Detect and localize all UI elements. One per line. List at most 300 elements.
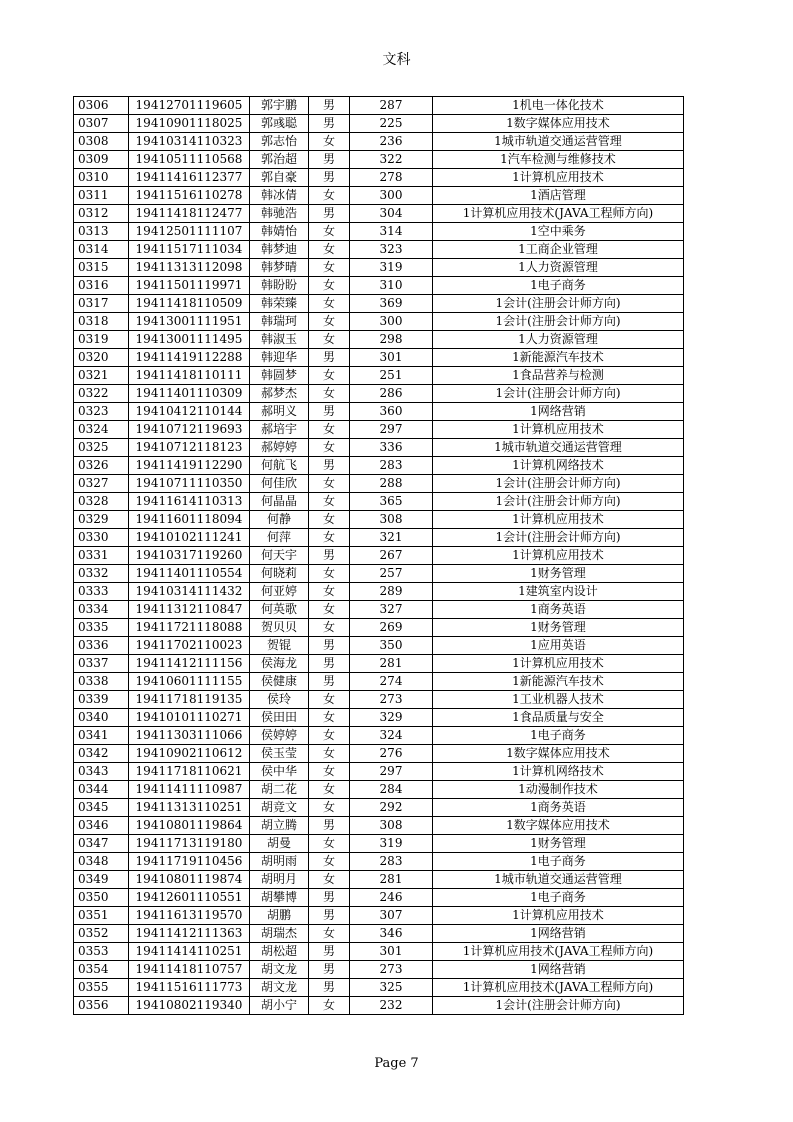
student-name-cell: 韩圆梦 [250, 367, 309, 385]
score-cell: 308 [350, 511, 433, 529]
score-cell: 274 [350, 673, 433, 691]
student-name-cell: 胡攀博 [250, 889, 309, 907]
student-name-cell: 胡文龙 [250, 961, 309, 979]
student-name-cell: 何英歌 [250, 601, 309, 619]
student-name-cell: 侯玉莹 [250, 745, 309, 763]
table-row [74, 439, 684, 457]
score-cell: 281 [350, 655, 433, 673]
serial-number-cell: 0337 [74, 655, 129, 673]
major-cell: 1机电一体化技术 [433, 97, 684, 115]
gender-cell: 男 [309, 151, 350, 169]
serial-number-cell: 0351 [74, 907, 129, 925]
student-name-cell: 韩冰倩 [250, 187, 309, 205]
serial-number-cell: 0344 [74, 781, 129, 799]
student-name-cell: 郭志怡 [250, 133, 309, 151]
student-name-cell: 胡曼 [250, 835, 309, 853]
major-cell: 1新能源汽车技术 [433, 349, 684, 367]
table-row [74, 331, 684, 349]
major-cell: 1酒店管理 [433, 187, 684, 205]
exam-id-cell: 19410314111432 [129, 583, 250, 601]
gender-cell: 男 [309, 205, 350, 223]
exam-id-cell: 19412601110551 [129, 889, 250, 907]
student-name-cell: 韩荣臻 [250, 295, 309, 313]
serial-number-cell: 0325 [74, 439, 129, 457]
gender-cell: 男 [309, 403, 350, 421]
exam-id-cell: 19410317119260 [129, 547, 250, 565]
gender-cell: 女 [309, 331, 350, 349]
major-cell: 1城市轨道交通运营管理 [433, 439, 684, 457]
major-cell: 1电子商务 [433, 853, 684, 871]
gender-cell: 男 [309, 907, 350, 925]
score-cell: 297 [350, 421, 433, 439]
exam-id-cell: 19411601118094 [129, 511, 250, 529]
gender-cell: 女 [309, 187, 350, 205]
gender-cell: 男 [309, 97, 350, 115]
table-row [74, 727, 684, 745]
score-cell: 301 [350, 349, 433, 367]
major-cell: 1电子商务 [433, 727, 684, 745]
table-row [74, 583, 684, 601]
score-cell: 284 [350, 781, 433, 799]
major-cell: 1网络营销 [433, 403, 684, 421]
table-row [74, 673, 684, 691]
student-name-cell: 韩婧怡 [250, 223, 309, 241]
table-row [74, 97, 684, 115]
score-cell: 232 [350, 997, 433, 1015]
exam-id-cell: 19411501119971 [129, 277, 250, 295]
student-name-cell: 胡松超 [250, 943, 309, 961]
gender-cell: 女 [309, 601, 350, 619]
exam-id-cell: 19411517111034 [129, 241, 250, 259]
student-name-cell: 胡明雨 [250, 853, 309, 871]
table-row [74, 961, 684, 979]
major-cell: 1会计(注册会计师方向) [433, 529, 684, 547]
gender-cell: 男 [309, 961, 350, 979]
table-row [74, 349, 684, 367]
serial-number-cell: 0339 [74, 691, 129, 709]
table-row [74, 925, 684, 943]
student-name-cell: 何佳欣 [250, 475, 309, 493]
gender-cell: 女 [309, 583, 350, 601]
exam-id-cell: 19410801119874 [129, 871, 250, 889]
exam-id-cell: 19411418110111 [129, 367, 250, 385]
exam-id-cell: 19410601111155 [129, 673, 250, 691]
page-title: 文科 [382, 52, 411, 68]
major-cell: 1商务英语 [433, 799, 684, 817]
table-row [74, 565, 684, 583]
student-name-cell: 韩梦晴 [250, 259, 309, 277]
exam-id-cell: 19411401110309 [129, 385, 250, 403]
score-cell: 298 [350, 331, 433, 349]
score-cell: 307 [350, 907, 433, 925]
exam-id-cell: 19411313110251 [129, 799, 250, 817]
major-cell: 1应用英语 [433, 637, 684, 655]
major-cell: 1人力资源管理 [433, 259, 684, 277]
exam-id-cell: 19411516111773 [129, 979, 250, 997]
score-cell: 288 [350, 475, 433, 493]
gender-cell: 女 [309, 313, 350, 331]
gender-cell: 女 [309, 997, 350, 1015]
gender-cell: 女 [309, 259, 350, 277]
score-cell: 286 [350, 385, 433, 403]
score-cell: 283 [350, 853, 433, 871]
student-name-cell: 胡文龙 [250, 979, 309, 997]
table-row [74, 169, 684, 187]
exam-id-cell: 19412701119605 [129, 97, 250, 115]
exam-id-cell: 19411412111363 [129, 925, 250, 943]
student-name-cell: 郝培宇 [250, 421, 309, 439]
student-name-cell: 韩淑玉 [250, 331, 309, 349]
score-cell: 325 [350, 979, 433, 997]
student-name-cell: 贺贝贝 [250, 619, 309, 637]
gender-cell: 男 [309, 655, 350, 673]
gender-cell: 男 [309, 169, 350, 187]
score-cell: 350 [350, 637, 433, 655]
major-cell: 1会计(注册会计师方向) [433, 475, 684, 493]
serial-number-cell: 0349 [74, 871, 129, 889]
student-name-cell: 韩迎华 [250, 349, 309, 367]
serial-number-cell: 0346 [74, 817, 129, 835]
exam-id-cell: 19410511110568 [129, 151, 250, 169]
serial-number-cell: 0317 [74, 295, 129, 313]
gender-cell: 女 [309, 295, 350, 313]
table-row [74, 547, 684, 565]
serial-number-cell: 0333 [74, 583, 129, 601]
table-row [74, 529, 684, 547]
table-row [74, 817, 684, 835]
serial-number-cell: 0334 [74, 601, 129, 619]
serial-number-cell: 0356 [74, 997, 129, 1015]
serial-number-cell: 0348 [74, 853, 129, 871]
table-row [74, 835, 684, 853]
serial-number-cell: 0342 [74, 745, 129, 763]
serial-number-cell: 0347 [74, 835, 129, 853]
major-cell: 1建筑室内设计 [433, 583, 684, 601]
major-cell: 1计算机应用技术 [433, 907, 684, 925]
major-cell: 1会计(注册会计师方向) [433, 295, 684, 313]
major-cell: 1计算机应用技术(JAVA工程师方向) [433, 205, 684, 223]
exam-id-cell: 19411702110023 [129, 637, 250, 655]
table-row [74, 979, 684, 997]
table-row [74, 403, 684, 421]
major-cell: 1汽车检测与维修技术 [433, 151, 684, 169]
major-cell: 1计算机应用技术 [433, 169, 684, 187]
gender-cell: 男 [309, 637, 350, 655]
student-name-cell: 郝梦杰 [250, 385, 309, 403]
gender-cell: 女 [309, 475, 350, 493]
score-cell: 329 [350, 709, 433, 727]
serial-number-cell: 0343 [74, 763, 129, 781]
serial-number-cell: 0335 [74, 619, 129, 637]
table-row [74, 205, 684, 223]
student-name-cell: 郝明义 [250, 403, 309, 421]
major-cell: 1动漫制作技术 [433, 781, 684, 799]
serial-number-cell: 0316 [74, 277, 129, 295]
student-name-cell: 侯海龙 [250, 655, 309, 673]
exam-id-cell: 19412501111107 [129, 223, 250, 241]
gender-cell: 女 [309, 385, 350, 403]
score-cell: 314 [350, 223, 433, 241]
table-row [74, 367, 684, 385]
score-cell: 281 [350, 871, 433, 889]
student-name-cell: 何亚婷 [250, 583, 309, 601]
student-name-cell: 胡小宁 [250, 997, 309, 1015]
table-row [74, 313, 684, 331]
major-cell: 1电子商务 [433, 277, 684, 295]
student-name-cell: 何航飞 [250, 457, 309, 475]
major-cell: 1计算机应用技术 [433, 655, 684, 673]
serial-number-cell: 0314 [74, 241, 129, 259]
gender-cell: 男 [309, 979, 350, 997]
table-row [74, 637, 684, 655]
score-cell: 236 [350, 133, 433, 151]
exam-id-cell: 19411721118088 [129, 619, 250, 637]
major-cell: 1人力资源管理 [433, 331, 684, 349]
table-row [74, 709, 684, 727]
table-row [74, 619, 684, 637]
page-number: Page 7 [374, 1056, 419, 1071]
gender-cell: 女 [309, 565, 350, 583]
exam-id-cell: 19411614110313 [129, 493, 250, 511]
student-name-cell: 胡二花 [250, 781, 309, 799]
table-row [74, 745, 684, 763]
student-name-cell: 胡瑞杰 [250, 925, 309, 943]
exam-id-cell: 19410901118025 [129, 115, 250, 133]
gender-cell: 女 [309, 871, 350, 889]
score-cell: 289 [350, 583, 433, 601]
table-row [74, 151, 684, 169]
table-row [74, 601, 684, 619]
serial-number-cell: 0311 [74, 187, 129, 205]
exam-id-cell: 19413001111495 [129, 331, 250, 349]
exam-id-cell: 19411418112477 [129, 205, 250, 223]
table-row [74, 259, 684, 277]
serial-number-cell: 0327 [74, 475, 129, 493]
score-cell: 246 [350, 889, 433, 907]
student-name-cell: 韩瑞珂 [250, 313, 309, 331]
major-cell: 1网络营销 [433, 925, 684, 943]
student-name-cell: 侯婷婷 [250, 727, 309, 745]
serial-number-cell: 0320 [74, 349, 129, 367]
score-cell: 327 [350, 601, 433, 619]
serial-number-cell: 0353 [74, 943, 129, 961]
table-row [74, 277, 684, 295]
score-cell: 257 [350, 565, 433, 583]
score-cell: 308 [350, 817, 433, 835]
major-cell: 1数字媒体应用技术 [433, 817, 684, 835]
major-cell: 1工业机器人技术 [433, 691, 684, 709]
table-row [74, 457, 684, 475]
score-cell: 336 [350, 439, 433, 457]
gender-cell: 女 [309, 511, 350, 529]
exam-id-cell: 19411516110278 [129, 187, 250, 205]
score-cell: 273 [350, 961, 433, 979]
score-cell: 278 [350, 169, 433, 187]
score-cell: 321 [350, 529, 433, 547]
serial-number-cell: 0307 [74, 115, 129, 133]
major-cell: 1城市轨道交通运营管理 [433, 871, 684, 889]
major-cell: 1会计(注册会计师方向) [433, 385, 684, 403]
student-name-cell: 何天宇 [250, 547, 309, 565]
table-row [74, 943, 684, 961]
gender-cell: 男 [309, 943, 350, 961]
exam-id-cell: 19411419112288 [129, 349, 250, 367]
major-cell: 1计算机应用技术(JAVA工程师方向) [433, 943, 684, 961]
score-cell: 360 [350, 403, 433, 421]
score-cell: 322 [350, 151, 433, 169]
exam-id-cell: 19411312110847 [129, 601, 250, 619]
score-cell: 369 [350, 295, 433, 313]
admission-table [73, 96, 684, 1015]
exam-id-cell: 19411419112290 [129, 457, 250, 475]
major-cell: 1计算机应用技术 [433, 511, 684, 529]
serial-number-cell: 0354 [74, 961, 129, 979]
major-cell: 1计算机应用技术(JAVA工程师方向) [433, 979, 684, 997]
student-name-cell: 侯中华 [250, 763, 309, 781]
gender-cell: 女 [309, 619, 350, 637]
table-row [74, 655, 684, 673]
student-name-cell: 侯健康 [250, 673, 309, 691]
gender-cell: 女 [309, 439, 350, 457]
major-cell: 1财务管理 [433, 835, 684, 853]
exam-id-cell: 19411718110621 [129, 763, 250, 781]
serial-number-cell: 0330 [74, 529, 129, 547]
major-cell: 1会计(注册会计师方向) [433, 997, 684, 1015]
serial-number-cell: 0315 [74, 259, 129, 277]
exam-id-cell: 19411416112377 [129, 169, 250, 187]
table-row [74, 223, 684, 241]
exam-id-cell: 19411313112098 [129, 259, 250, 277]
score-cell: 292 [350, 799, 433, 817]
serial-number-cell: 0306 [74, 97, 129, 115]
serial-number-cell: 0310 [74, 169, 129, 187]
serial-number-cell: 0324 [74, 421, 129, 439]
table-row [74, 799, 684, 817]
serial-number-cell: 0308 [74, 133, 129, 151]
exam-id-cell: 19411613119570 [129, 907, 250, 925]
exam-id-cell: 19411718119135 [129, 691, 250, 709]
table-row [74, 493, 684, 511]
major-cell: 1食品营养与检测 [433, 367, 684, 385]
major-cell: 1计算机网络技术 [433, 457, 684, 475]
score-cell: 273 [350, 691, 433, 709]
student-name-cell: 何晶晶 [250, 493, 309, 511]
table-row [74, 997, 684, 1015]
serial-number-cell: 0319 [74, 331, 129, 349]
gender-cell: 女 [309, 709, 350, 727]
table-row [74, 241, 684, 259]
score-cell: 300 [350, 313, 433, 331]
score-cell: 276 [350, 745, 433, 763]
serial-number-cell: 0336 [74, 637, 129, 655]
gender-cell: 男 [309, 817, 350, 835]
exam-id-cell: 19410102111241 [129, 529, 250, 547]
score-cell: 225 [350, 115, 433, 133]
score-cell: 346 [350, 925, 433, 943]
exam-id-cell: 19411418110757 [129, 961, 250, 979]
gender-cell: 女 [309, 277, 350, 295]
serial-number-cell: 0352 [74, 925, 129, 943]
exam-id-cell: 19411401110554 [129, 565, 250, 583]
major-cell: 1财务管理 [433, 565, 684, 583]
score-cell: 323 [350, 241, 433, 259]
major-cell: 1计算机应用技术 [433, 547, 684, 565]
exam-id-cell: 19410314110323 [129, 133, 250, 151]
major-cell: 1工商企业管理 [433, 241, 684, 259]
score-cell: 365 [350, 493, 433, 511]
table-row [74, 853, 684, 871]
student-name-cell: 胡立腾 [250, 817, 309, 835]
gender-cell: 男 [309, 547, 350, 565]
gender-cell: 女 [309, 241, 350, 259]
serial-number-cell: 0329 [74, 511, 129, 529]
serial-number-cell: 0350 [74, 889, 129, 907]
student-name-cell: 韩驰浩 [250, 205, 309, 223]
serial-number-cell: 0332 [74, 565, 129, 583]
student-name-cell: 胡明月 [250, 871, 309, 889]
exam-id-cell: 19410902110612 [129, 745, 250, 763]
exam-id-cell: 19411414110251 [129, 943, 250, 961]
serial-number-cell: 0323 [74, 403, 129, 421]
gender-cell: 女 [309, 691, 350, 709]
exam-id-cell: 19411713119180 [129, 835, 250, 853]
student-name-cell: 郭治超 [250, 151, 309, 169]
score-cell: 310 [350, 277, 433, 295]
exam-id-cell: 19410412110144 [129, 403, 250, 421]
exam-id-cell: 19410801119864 [129, 817, 250, 835]
exam-id-cell: 19410711110350 [129, 475, 250, 493]
major-cell: 1财务管理 [433, 619, 684, 637]
major-cell: 1城市轨道交通运营管理 [433, 133, 684, 151]
major-cell: 1食品质量与安全 [433, 709, 684, 727]
table-row [74, 691, 684, 709]
major-cell: 1数字媒体应用技术 [433, 115, 684, 133]
score-cell: 319 [350, 259, 433, 277]
student-name-cell: 郭宇鹏 [250, 97, 309, 115]
serial-number-cell: 0326 [74, 457, 129, 475]
student-name-cell: 郭彧聪 [250, 115, 309, 133]
table-row [74, 763, 684, 781]
gender-cell: 女 [309, 763, 350, 781]
table-row [74, 115, 684, 133]
gender-cell: 男 [309, 457, 350, 475]
gender-cell: 女 [309, 133, 350, 151]
serial-number-cell: 0328 [74, 493, 129, 511]
gender-cell: 女 [309, 421, 350, 439]
exam-id-cell: 19411303111066 [129, 727, 250, 745]
major-cell: 1新能源汽车技术 [433, 673, 684, 691]
gender-cell: 女 [309, 925, 350, 943]
score-cell: 251 [350, 367, 433, 385]
gender-cell: 女 [309, 799, 350, 817]
score-cell: 287 [350, 97, 433, 115]
score-cell: 301 [350, 943, 433, 961]
score-cell: 267 [350, 547, 433, 565]
gender-cell: 女 [309, 781, 350, 799]
student-name-cell: 郝婷婷 [250, 439, 309, 457]
major-cell: 1数字媒体应用技术 [433, 745, 684, 763]
student-name-cell: 何萍 [250, 529, 309, 547]
serial-number-cell: 0355 [74, 979, 129, 997]
exam-id-cell: 19410712119693 [129, 421, 250, 439]
serial-number-cell: 0322 [74, 385, 129, 403]
exam-id-cell: 19411411110987 [129, 781, 250, 799]
table-row [74, 133, 684, 151]
exam-id-cell: 19411719110456 [129, 853, 250, 871]
table-row [74, 385, 684, 403]
major-cell: 1计算机应用技术 [433, 421, 684, 439]
gender-cell: 女 [309, 745, 350, 763]
